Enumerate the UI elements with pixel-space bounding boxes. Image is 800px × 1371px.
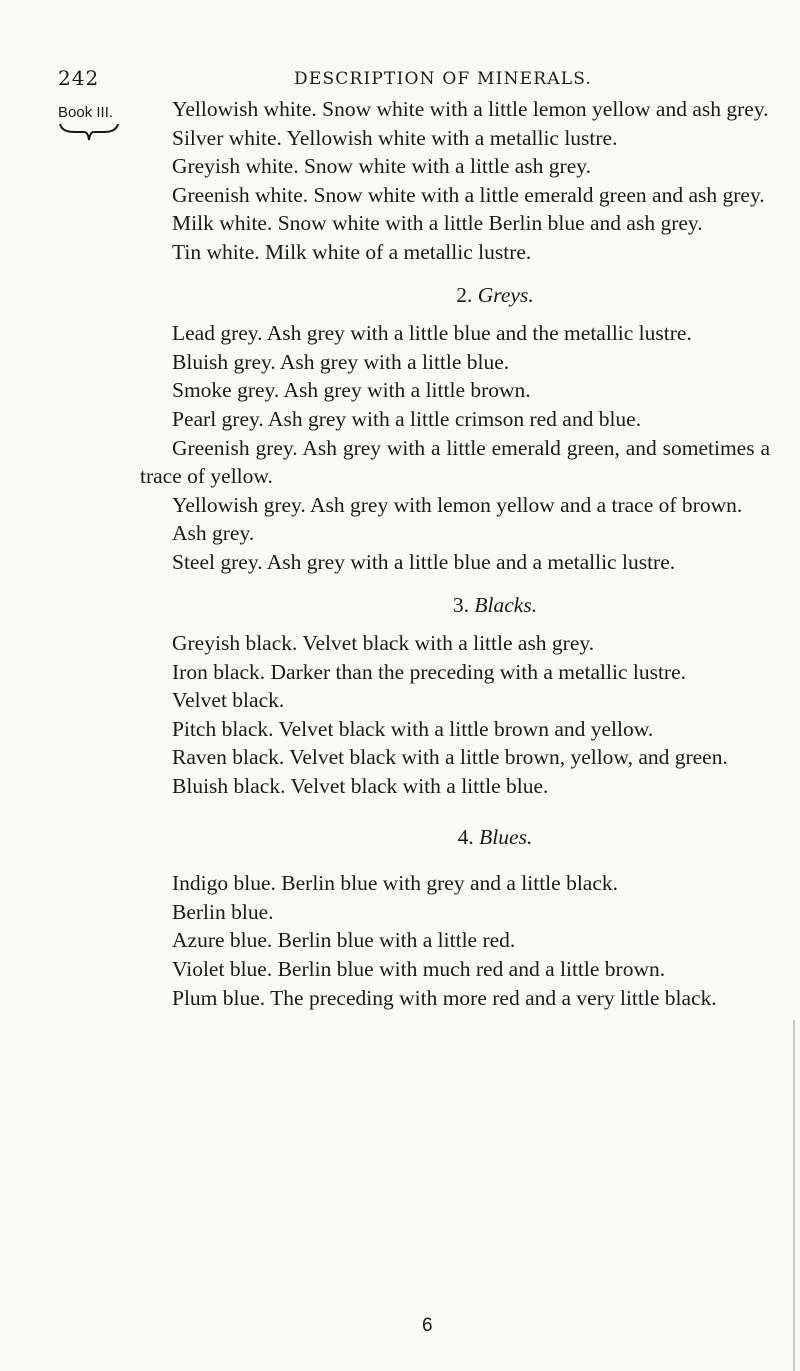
page-number: 242 (58, 66, 100, 90)
whites-list (140, 95, 770, 267)
color-entry: Raven black. Velvet black with a little brown, yellow, and green. (172, 745, 728, 770)
blues-heading-title: Blues. (479, 824, 533, 849)
color-entry: Greenish grey. Ash grey with a little emerald green, and sometimes a trace of yellow. (140, 435, 770, 489)
blues-heading (140, 823, 770, 852)
color-entry: Smoke grey. Ash grey with a little brown. (172, 378, 531, 403)
color-entry: Velvet black. (172, 688, 285, 713)
color-entry: Yellowish grey. Ash grey with lemon yellow and a trace of brown. (172, 492, 743, 517)
color-entry: Silver white. Yellowish white with a metallic lustre. (172, 125, 618, 150)
page-body (140, 95, 770, 1012)
color-entry: Lead grey. Ash grey with a little blue and the metallic lustre. (172, 321, 692, 346)
greys-heading (140, 281, 770, 310)
greys-heading-title: Greys. (477, 282, 534, 307)
color-entry: Milk white. Snow white with a little Berlin blue and ash grey. (172, 211, 703, 236)
color-entry: Iron black. Darker than the preceding with a metallic lustre. (172, 659, 687, 684)
color-entry: Indigo blue. Berlin blue with grey and a little black. (172, 871, 619, 896)
color-entry: Pitch black. Velvet black with a little brown and yellow. (172, 716, 654, 741)
blacks-list (140, 629, 770, 801)
brace-ornament-icon (58, 122, 120, 144)
blacks-heading-title: Blacks. (474, 592, 538, 617)
greys-list (140, 319, 770, 576)
page-header (58, 66, 768, 96)
color-entry: Yellowish white. Snow white with a little lemon yellow and ash grey. (172, 97, 769, 121)
color-entry: Greenish white. Snow white with a little emerald green and ash grey. (172, 182, 765, 207)
greys-heading-number: 2. (456, 282, 473, 307)
color-entry: Greyish black. Velvet black with a little ash grey. (172, 631, 595, 656)
color-entry: Pearl grey. Ash grey with a little crimson red and blue. (172, 406, 642, 431)
color-entry: Bluish grey. Ash grey with a little blue. (172, 349, 510, 374)
color-entry: Berlin blue. (172, 899, 274, 924)
running-head: DESCRIPTION OF MINERALS. (294, 69, 593, 89)
page-edge-shadow (793, 1020, 795, 1371)
color-entry: Plum blue. The preceding with more red and a very little black. (172, 985, 717, 1010)
color-entry: Ash grey. (172, 521, 255, 546)
color-entry: Violet blue. Berlin blue with much red and a little brown. (172, 957, 666, 982)
color-entry: Bluish black. Velvet black with a little blue. (172, 774, 549, 799)
color-entry: Tin white. Milk white of a metallic lustre. (172, 239, 532, 264)
color-entry: Greyish white. Snow white with a little ash grey. (172, 154, 591, 179)
blues-heading-number: 4. (457, 824, 474, 849)
color-entry: Azure blue. Berlin blue with a little red. (172, 928, 516, 953)
blues-list (140, 869, 770, 1012)
signature-mark: 6 (422, 1315, 433, 1336)
blacks-heading (140, 591, 770, 620)
book-label: Book III. (58, 104, 114, 121)
color-entry: Steel grey. Ash grey with a little blue and a metallic lustre. (172, 549, 676, 574)
blacks-heading-number: 3. (452, 592, 470, 617)
